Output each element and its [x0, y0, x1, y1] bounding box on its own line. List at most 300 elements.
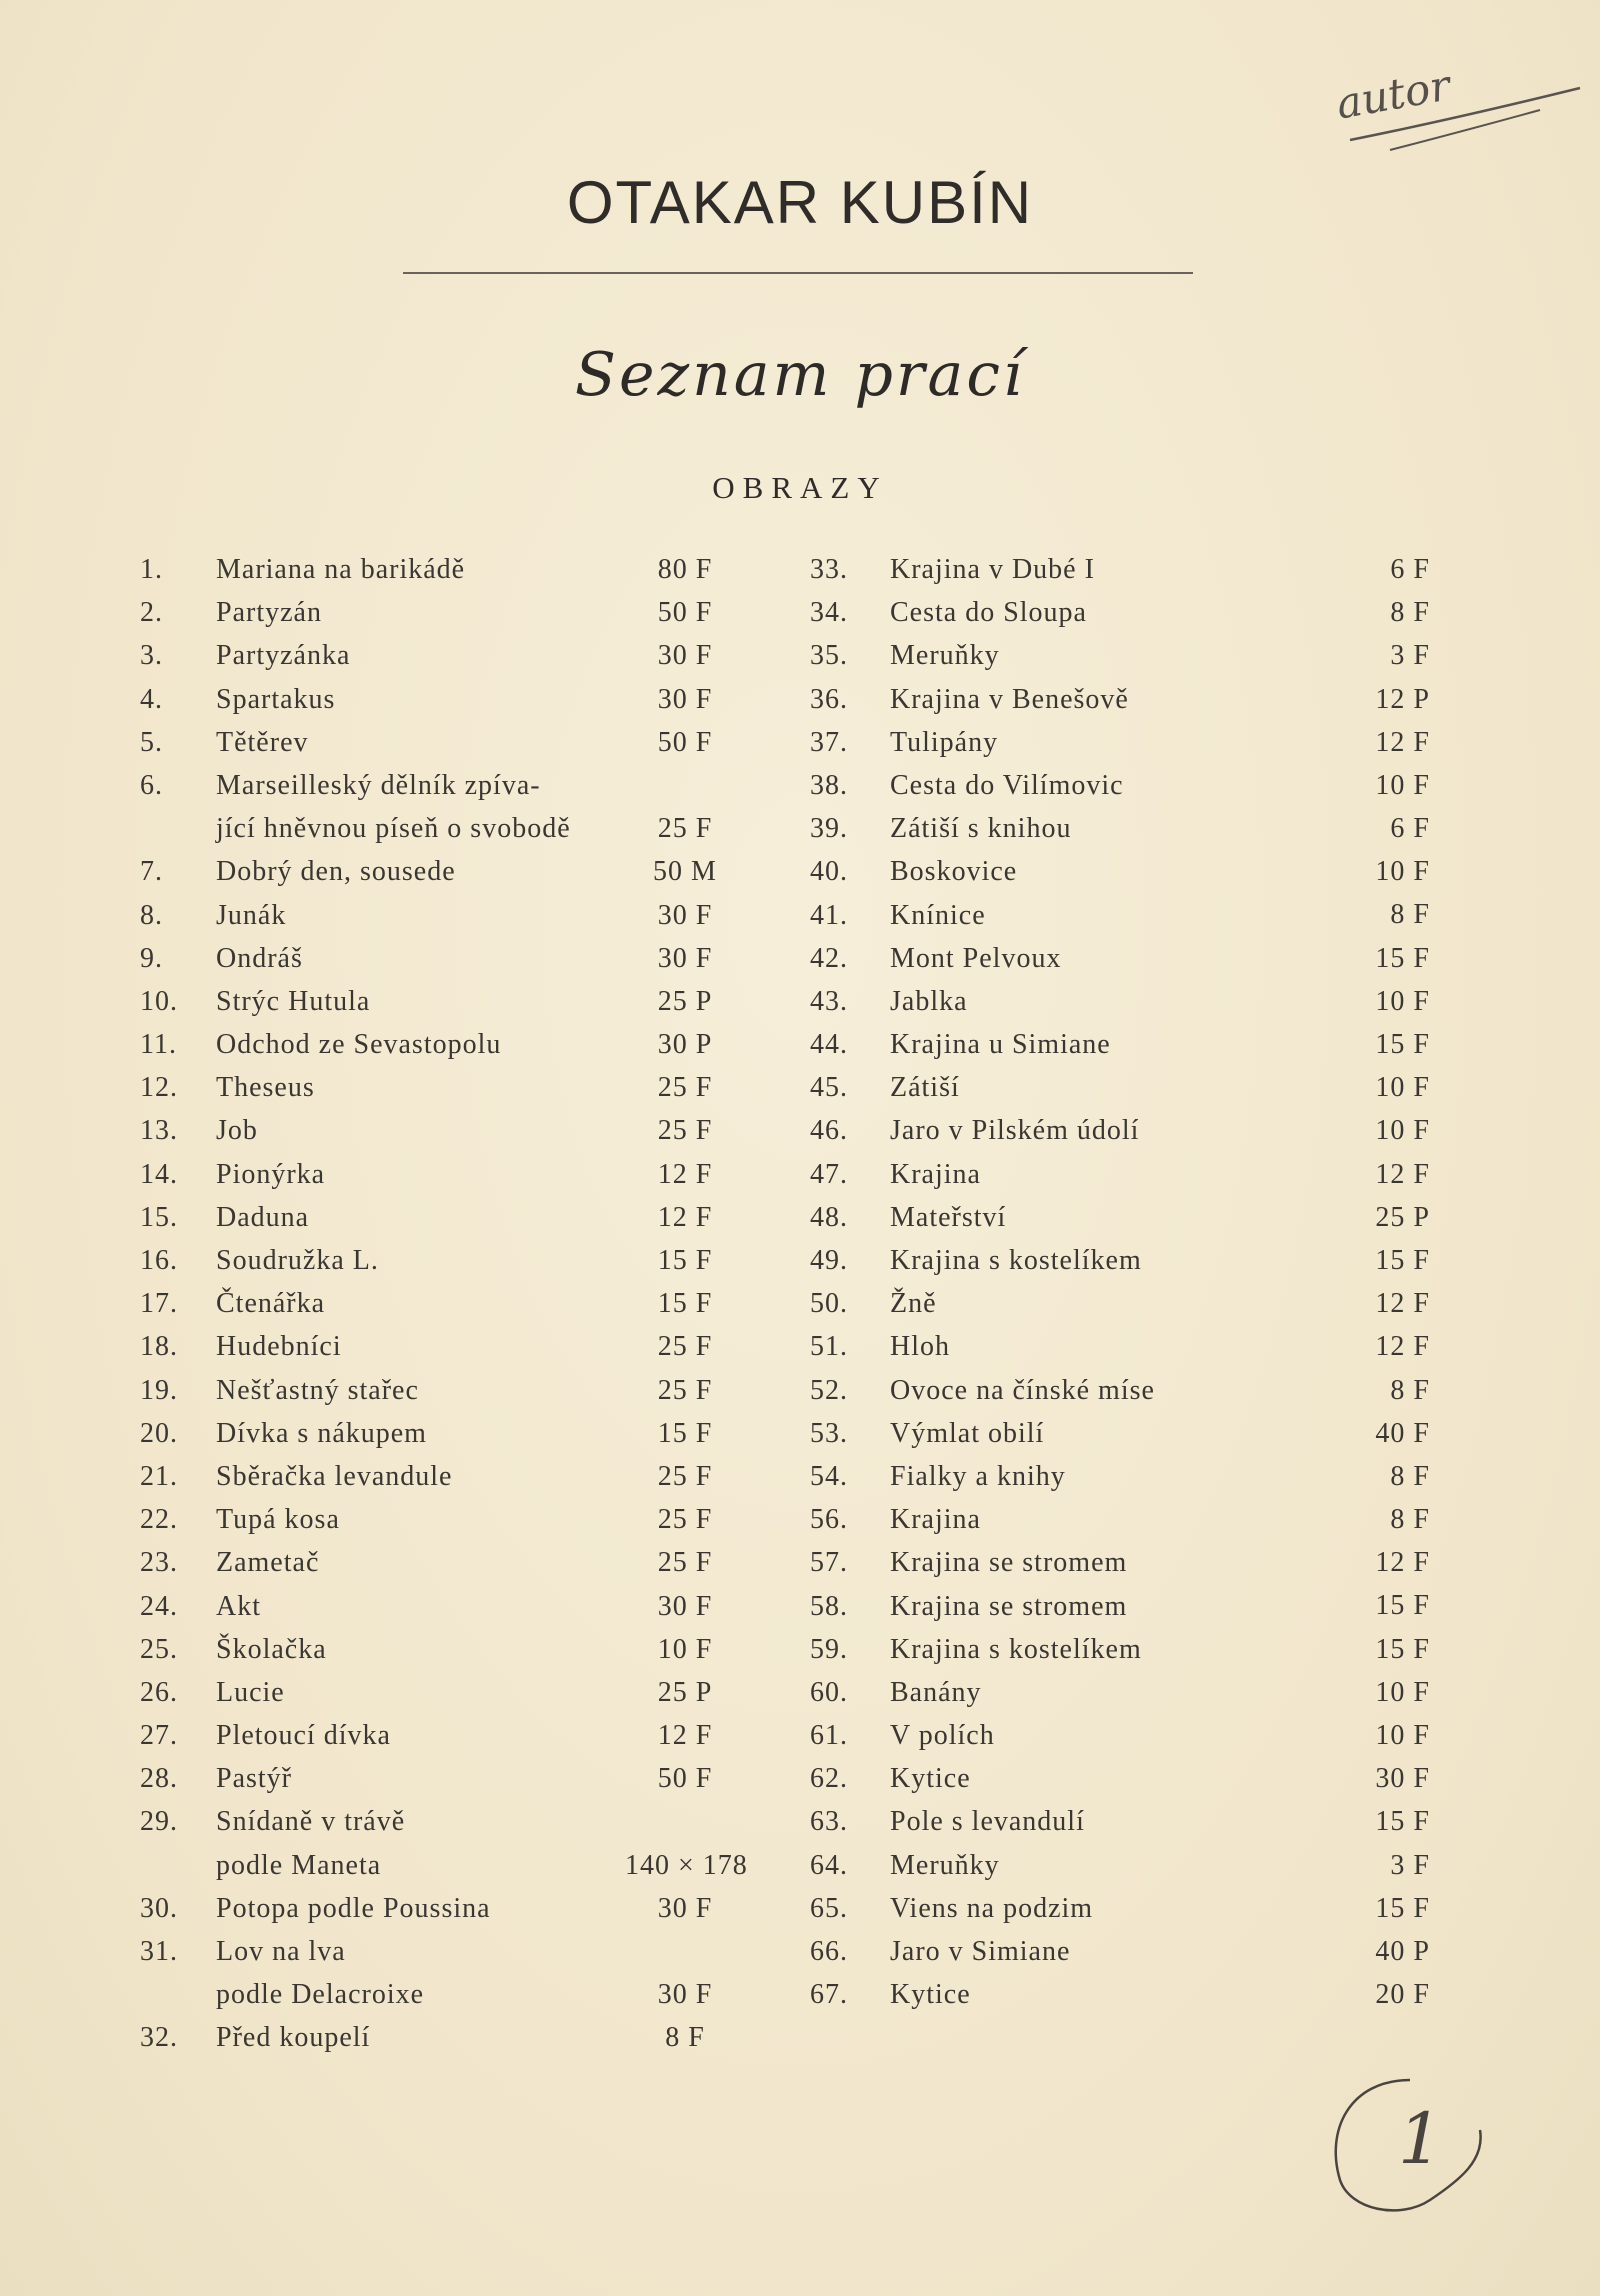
work-size: 12 F: [657, 1158, 713, 1190]
work-size: 50 F: [657, 726, 713, 758]
work-entry: [140, 894, 760, 937]
work-size: 25 F: [657, 1072, 713, 1104]
work-title-line: Banány: [890, 1676, 982, 1708]
work-title: [890, 1800, 1085, 1843]
work-entry: [140, 1109, 760, 1152]
work-title: [890, 1757, 971, 1800]
work-title-line: Výmlat obilí: [890, 1417, 1045, 1449]
work-number: 67.: [810, 1979, 848, 2011]
work-title: [216, 1455, 452, 1498]
work-number: 56.: [810, 1504, 848, 1536]
work-title-line: Snídaně v trávě: [216, 1806, 406, 1838]
work-entry: [140, 678, 760, 721]
work-title-line: Job: [216, 1115, 258, 1147]
work-size: 15 F: [657, 1288, 713, 1320]
work-number: 13.: [140, 1115, 178, 1147]
work-title-line: Lov na lva: [216, 1936, 346, 1968]
work-title: [216, 1498, 340, 1541]
work-title-line: Theseus: [216, 1072, 315, 1104]
work-entry: [810, 1023, 1430, 1066]
work-entry: [140, 937, 760, 980]
work-number: 58.: [810, 1590, 848, 1622]
work-title: [216, 591, 322, 634]
work-entry: [140, 1714, 760, 1757]
work-number: 31.: [140, 1936, 178, 1968]
work-number: 42.: [810, 942, 848, 974]
work-entry: [140, 980, 760, 1023]
work-entry: [140, 1282, 760, 1325]
work-size: 8 F: [665, 2022, 705, 2054]
work-title: [216, 894, 286, 937]
work-title-line: V polích: [890, 1720, 995, 1752]
work-title-line: Dobrý den, sousede: [216, 856, 456, 888]
work-title: [216, 1757, 292, 1800]
work-number: 19.: [140, 1374, 178, 1406]
work-entry: [140, 1153, 760, 1196]
work-title-line: Před koupelí: [216, 2022, 371, 2054]
work-title-line: Kytice: [890, 1979, 971, 2011]
work-title: [890, 1066, 960, 1109]
work-number: 41.: [810, 899, 848, 931]
work-size: 30 F: [657, 942, 713, 974]
work-title-line: Pletoucí dívka: [216, 1720, 391, 1752]
work-entry: [140, 721, 760, 764]
work-number: 37.: [810, 726, 848, 758]
work-title-line: podle Maneta: [216, 1849, 382, 1881]
work-entry: [810, 1239, 1430, 1282]
work-entry: [810, 1887, 1430, 1930]
work-entry: [810, 1455, 1430, 1498]
work-size: 15 F: [657, 1245, 713, 1276]
work-size: 10 F: [1375, 1115, 1430, 1147]
work-title: [216, 1325, 342, 1368]
work-title: [890, 764, 1124, 807]
work-entry: [810, 937, 1430, 980]
work-size: 40 P: [1375, 1935, 1430, 1967]
work-entry: [810, 1628, 1430, 1671]
work-size: 12 F: [1375, 1288, 1430, 1320]
work-size: 15 F: [1375, 1633, 1430, 1665]
work-entry: [140, 1800, 760, 1886]
work-number: 12.: [140, 1072, 178, 1104]
work-entry: [140, 1757, 760, 1800]
work-title-line: Akt: [216, 1590, 261, 1622]
work-size: 3 F: [1390, 1849, 1430, 1881]
work-title: [890, 1628, 1142, 1671]
work-title: [890, 1671, 982, 1714]
work-title: [890, 937, 1061, 980]
work-title-line: jící hněvnou píseň o svobodě: [216, 813, 571, 845]
work-number: 25.: [140, 1633, 178, 1665]
work-entry: [810, 1585, 1430, 1628]
work-entry: [140, 1628, 760, 1671]
work-entry: [810, 980, 1430, 1023]
work-number: 28.: [140, 1763, 178, 1795]
work-size: 25 F: [657, 1331, 713, 1363]
work-title: [216, 678, 335, 721]
work-title: [890, 678, 1129, 721]
work-title: [216, 764, 571, 850]
work-title: [216, 980, 370, 1023]
work-title-line: Tulipány: [890, 726, 999, 758]
work-title-line: Krajina v Dubé I: [890, 554, 1095, 585]
work-title-line: Spartakus: [216, 683, 336, 715]
work-entry: [140, 1498, 760, 1541]
work-entry: [810, 1109, 1430, 1152]
work-entry: [140, 850, 760, 893]
work-title: [216, 548, 465, 591]
work-size: 25 P: [657, 1676, 713, 1708]
work-title: [890, 721, 998, 764]
work-title: [216, 1412, 427, 1455]
work-number: 36.: [810, 683, 848, 715]
work-size: 15 F: [1375, 1244, 1430, 1276]
work-title-line: Jaro v Simiane: [890, 1936, 1071, 1967]
work-title: [890, 980, 968, 1023]
work-title-line: Junák: [216, 899, 287, 931]
work-size: 30 F: [657, 640, 713, 672]
work-size: 12 F: [1375, 1331, 1430, 1363]
work-number: 46.: [810, 1115, 848, 1147]
work-entry: [810, 850, 1430, 893]
work-size: 8 F: [1390, 1374, 1430, 1406]
work-size: 50 F: [657, 1763, 713, 1795]
work-entry: [140, 1239, 760, 1282]
work-title-line: Zametač: [216, 1547, 320, 1579]
work-title-line: Ondráš: [216, 942, 303, 974]
work-title-line: Krajina: [890, 1158, 981, 1190]
work-title: [216, 1930, 424, 2016]
work-title: [890, 807, 1071, 850]
work-number: 48.: [810, 1201, 848, 1233]
work-size: 30 F: [1375, 1763, 1430, 1795]
work-title-line: Zátiší s knihou: [890, 813, 1072, 845]
work-title-line: Krajina se stromem: [890, 1590, 1128, 1622]
work-title-line: Krajina se stromem: [890, 1547, 1128, 1579]
work-title-line: Cesta do Sloupa: [890, 597, 1087, 629]
work-title-line: Krajina: [890, 1504, 981, 1536]
work-title-line: Pionýrka: [216, 1158, 326, 1190]
work-entry: [810, 1066, 1430, 1109]
work-number: 2.: [140, 597, 163, 629]
work-entry: [810, 1196, 1430, 1239]
work-entry: [810, 1671, 1430, 1714]
work-entry: [140, 1671, 760, 1714]
work-title-line: Kytice: [890, 1763, 971, 1795]
work-size: 30 F: [657, 1590, 713, 1622]
work-size: 6 F: [1390, 553, 1430, 585]
handwritten-note: autor: [1332, 60, 1454, 129]
work-title: [216, 1023, 501, 1066]
work-title-line: Meruňky: [890, 1849, 1000, 1881]
work-size: 12 F: [657, 1720, 713, 1752]
handwritten-stroke-icon: [1330, 70, 1590, 160]
work-title-line: Soudružka L.: [216, 1245, 379, 1277]
work-number: 30.: [140, 1892, 178, 1924]
work-title: [216, 1887, 491, 1930]
work-entry: [140, 591, 760, 634]
work-entry: [810, 807, 1430, 850]
work-size: 25 F: [657, 1115, 713, 1147]
work-title-line: Jaro v Pilském údolí: [890, 1115, 1140, 1147]
work-entry: [810, 721, 1430, 764]
work-number: 38.: [810, 769, 848, 801]
work-title: [890, 894, 986, 937]
work-number: 21.: [140, 1460, 178, 1492]
work-size: 8 F: [1390, 1460, 1430, 1492]
work-title: [890, 591, 1087, 634]
work-title-line: Meruňky: [890, 640, 1000, 672]
work-size: 10 F: [1375, 1720, 1430, 1752]
handwritten-annotation: [1330, 60, 1590, 160]
work-number: 35.: [810, 640, 848, 672]
work-size: 15 F: [1375, 1029, 1430, 1061]
work-title-line: Fialky a knihy: [890, 1460, 1066, 1492]
work-number: 59.: [810, 1633, 848, 1665]
work-title: [216, 1628, 327, 1671]
work-number: 51.: [810, 1331, 848, 1363]
section-heading: OBRAZY: [712, 470, 888, 505]
work-title-line: Žně: [890, 1288, 937, 1320]
work-title: [890, 1541, 1127, 1584]
work-title-line: Krajina s kostelíkem: [890, 1245, 1142, 1276]
work-number: 3.: [140, 640, 163, 672]
work-title: [216, 1585, 261, 1628]
work-size: 25 P: [657, 985, 713, 1017]
work-number: 1.: [140, 554, 163, 585]
work-size: 30 F: [657, 683, 713, 715]
author-name: OTAKAR KUBÍN: [566, 169, 1034, 236]
work-size: 12 F: [1375, 1158, 1430, 1190]
work-title: [890, 1325, 950, 1368]
work-title-line: podle Delacroixe: [216, 1979, 425, 2011]
work-entry: [810, 1498, 1430, 1541]
work-title: [890, 1412, 1044, 1455]
work-entry: [140, 1541, 760, 1584]
work-size: 140 × 178: [625, 1849, 748, 1881]
work-entry: [810, 678, 1430, 721]
work-entry: [810, 1714, 1430, 1757]
work-entry: [140, 634, 760, 677]
work-title-line: Strýc Hutula: [216, 985, 371, 1017]
work-title: [890, 1196, 1006, 1239]
work-size: 10 F: [1375, 1072, 1430, 1104]
work-number: 34.: [810, 597, 848, 629]
work-entry: [140, 1585, 760, 1628]
work-size: 30 F: [657, 1892, 713, 1924]
works-list-right: [810, 548, 1430, 2016]
work-title: [890, 548, 1095, 591]
work-size: 15 F: [1375, 942, 1430, 974]
work-entry: [810, 1973, 1430, 2016]
work-size: 10 F: [1375, 1676, 1430, 1708]
work-title: [890, 1973, 971, 2016]
work-number: 45.: [810, 1072, 848, 1104]
work-number: 61.: [810, 1720, 848, 1752]
work-number: 15.: [140, 1201, 178, 1233]
work-title: [890, 1714, 995, 1757]
work-number: 11.: [140, 1029, 177, 1061]
work-number: 18.: [140, 1331, 178, 1363]
work-size: 30 F: [657, 899, 713, 931]
work-number: 10.: [140, 985, 178, 1017]
work-title-line: Hloh: [890, 1331, 950, 1363]
work-title-line: Marseilleský dělník zpíva-: [216, 769, 541, 801]
work-title: [216, 1153, 325, 1196]
work-entry: [810, 1541, 1430, 1584]
work-title-line: Krajina v Benešově: [890, 683, 1129, 715]
work-number: 33.: [810, 554, 848, 585]
work-size: 8 F: [1390, 899, 1430, 931]
work-title-line: Ovoce na čínské míse: [890, 1374, 1155, 1406]
work-entry: [140, 1369, 760, 1412]
work-title-line: Tupá kosa: [216, 1504, 340, 1536]
work-number: 7.: [140, 856, 163, 888]
work-title: [216, 1109, 258, 1152]
work-entry: [140, 1196, 760, 1239]
work-title: [890, 1498, 981, 1541]
work-number: 17.: [140, 1288, 178, 1320]
work-title: [216, 1282, 325, 1325]
work-number: 5.: [140, 726, 163, 758]
work-title: [890, 1844, 1000, 1887]
work-title-line: Cesta do Vilímovic: [890, 769, 1124, 801]
work-number: 53.: [810, 1417, 848, 1449]
document-subtitle: Seznam prací: [574, 340, 1026, 410]
work-entry: [140, 1066, 760, 1109]
work-title: [216, 850, 456, 893]
work-number: 4.: [140, 683, 163, 715]
works-list-left: [140, 548, 760, 2060]
work-size: 15 F: [1375, 1806, 1430, 1838]
work-size: 25 F: [657, 1460, 713, 1492]
work-title-line: Viens na podzim: [890, 1892, 1094, 1924]
work-entry: [810, 1282, 1430, 1325]
work-number: 62.: [810, 1763, 848, 1795]
work-size: 10 F: [657, 1633, 713, 1665]
work-size: 80 F: [657, 553, 713, 585]
work-number: 23.: [140, 1547, 178, 1579]
work-title: [216, 1239, 379, 1282]
work-number: 6.: [140, 769, 163, 801]
work-number: 43.: [810, 985, 848, 1017]
page-number-mark: [1320, 2070, 1500, 2230]
work-title-line: Hudebníci: [216, 1331, 342, 1363]
work-size: 10 F: [1375, 769, 1430, 801]
work-number: 65.: [810, 1892, 848, 1924]
work-size: 40 F: [1375, 1417, 1430, 1449]
work-title: [890, 1282, 937, 1325]
work-title-line: Krajina s kostelíkem: [890, 1633, 1142, 1665]
work-title: [890, 1109, 1139, 1152]
work-number: 54.: [810, 1460, 848, 1492]
work-size: 3 F: [1390, 640, 1430, 672]
work-size: 25 F: [657, 1547, 713, 1579]
work-title: [216, 1369, 419, 1412]
work-entry: [810, 1844, 1430, 1887]
work-title: [890, 1153, 981, 1196]
work-number: 44.: [810, 1029, 848, 1061]
work-entry: [810, 591, 1430, 634]
work-size: 8 F: [1390, 1504, 1430, 1536]
work-size: 10 F: [1375, 985, 1430, 1017]
work-size: 25 F: [657, 1374, 713, 1406]
work-entry: [140, 1325, 760, 1368]
work-title: [890, 1369, 1155, 1412]
work-title-line: Čtenářka: [216, 1288, 326, 1320]
work-title-line: Mont Pelvoux: [890, 942, 1062, 974]
work-title-line: Dívka s nákupem: [216, 1417, 427, 1449]
work-entry: [810, 1930, 1430, 1973]
work-title: [216, 1541, 319, 1584]
work-title-line: Školačka: [216, 1633, 327, 1665]
work-title: [216, 937, 303, 980]
work-title: [890, 1887, 1093, 1930]
work-number: 26.: [140, 1676, 178, 1708]
work-entry: [140, 1023, 760, 1066]
work-entry: [810, 634, 1430, 677]
work-entry: [810, 764, 1430, 807]
work-title-line: Zátiší: [890, 1072, 960, 1104]
work-entry: [810, 1325, 1430, 1368]
work-entry: [140, 764, 760, 850]
work-title: [216, 634, 350, 677]
work-entry: [810, 1800, 1430, 1843]
work-size: 12 F: [657, 1201, 713, 1233]
work-size: 25 F: [657, 813, 713, 845]
work-title-line: Knínice: [890, 899, 986, 931]
work-number: 57.: [810, 1547, 848, 1579]
work-number: 60.: [810, 1676, 848, 1708]
work-title: [216, 1800, 405, 1886]
work-entry: [810, 1757, 1430, 1800]
work-number: 16.: [140, 1245, 178, 1277]
work-size: 10 F: [1375, 856, 1430, 888]
work-title: [890, 1585, 1127, 1628]
work-title-line: Sběračka levandule: [216, 1460, 453, 1492]
work-title-line: Tětěrev: [216, 726, 309, 758]
work-size: 6 F: [1390, 813, 1430, 845]
work-title-line: Krajina u Simiane: [890, 1029, 1111, 1061]
work-number: 49.: [810, 1245, 848, 1276]
work-number: 14.: [140, 1158, 178, 1190]
work-entry: [810, 1153, 1430, 1196]
work-entry: [810, 1369, 1430, 1412]
work-number: 22.: [140, 1504, 178, 1536]
work-title-line: Daduna: [216, 1201, 310, 1233]
work-title: [216, 721, 309, 764]
work-number: 8.: [140, 899, 163, 931]
work-size: 15 F: [1375, 1590, 1430, 1622]
page-number: 1: [1398, 2098, 1443, 2180]
work-size: 30 P: [657, 1029, 713, 1061]
work-entry: [810, 548, 1430, 591]
work-number: 39.: [810, 813, 848, 845]
work-title: [216, 1066, 315, 1109]
work-title-line: Nešťastný stařec: [216, 1374, 419, 1406]
work-title: [890, 1455, 1066, 1498]
title-divider: [403, 272, 1193, 274]
work-title-line: Boskovice: [890, 856, 1018, 888]
work-entry: [810, 1412, 1430, 1455]
work-title: [216, 1196, 309, 1239]
work-number: 47.: [810, 1158, 848, 1190]
work-title-line: Partyzán: [216, 597, 322, 629]
work-size: 50 M: [653, 856, 717, 888]
work-entry: [140, 1930, 760, 2016]
work-title: [890, 634, 1000, 677]
work-entry: [140, 548, 760, 591]
